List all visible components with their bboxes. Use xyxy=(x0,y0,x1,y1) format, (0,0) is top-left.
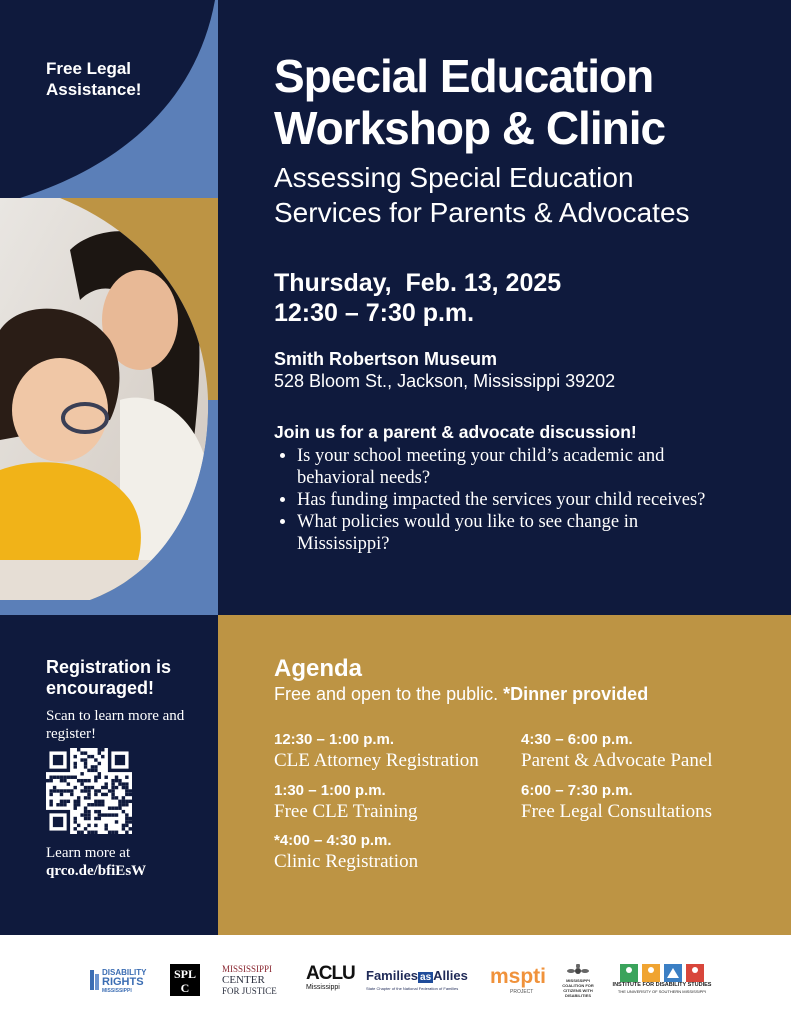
agenda-time: 1:30 – 1:00 p.m. xyxy=(274,782,386,799)
mccd-line-1: MISSISSIPPI xyxy=(566,978,590,983)
subtitle-line-2: Services for Parents & Advocates xyxy=(274,197,690,228)
drm-mark-icon xyxy=(90,970,100,990)
subtitle-line-1: Assessing Special Education xyxy=(274,162,634,193)
title-line-2: Workshop & Clinic xyxy=(274,102,666,154)
drm-line-3: MISSISSIPPI xyxy=(102,988,132,994)
agenda-item xyxy=(521,730,713,772)
discussion-section xyxy=(274,422,714,555)
mcj-line-3: FOR JUSTICE xyxy=(222,986,277,996)
scan-instructions: Scan to learn more and register! xyxy=(46,708,185,742)
discussion-question: • Has funding impacted the services your child receives? xyxy=(297,489,714,511)
ids-line-2: THE UNIVERSITY OF SOUTHERN MISSISSIPPI xyxy=(617,989,707,994)
agenda-desc: Free Legal Consultations xyxy=(521,801,713,822)
faa-sub: State Chapter of the National Federation of Families xyxy=(366,986,459,991)
agenda-item xyxy=(274,781,418,823)
discussion-question: • What policies would you like to see change in Mississippi? xyxy=(297,511,714,555)
agenda-desc: Parent & Advocate Panel xyxy=(521,750,713,771)
faa-word-as: as xyxy=(420,972,432,983)
aclu-text: ACLU xyxy=(306,963,355,984)
ids-icons xyxy=(620,964,704,982)
agenda-desc: CLE Attorney Registration xyxy=(274,750,479,771)
discussion-questions xyxy=(274,445,714,555)
agenda-dinner: *Dinner provided xyxy=(503,684,649,704)
registration-heading: Registration is encouraged! xyxy=(46,657,172,698)
mccd-line-4: DISABILITIES xyxy=(564,993,591,998)
qr-code[interactable] xyxy=(46,748,132,834)
logo-mspti xyxy=(490,964,548,998)
agenda-public: Free and open to the public. xyxy=(274,684,499,704)
drm-line-1: DISABILITY xyxy=(102,968,147,977)
ids-line-1: INSTITUTE FOR DISABILITY STUDIES xyxy=(612,982,712,988)
agenda-subtitle xyxy=(274,684,648,705)
logo-institute-disability-studies xyxy=(606,964,718,998)
agenda-desc: Clinic Registration xyxy=(274,851,419,872)
agenda-time: 4:30 – 6:00 p.m. xyxy=(521,731,633,748)
page-title xyxy=(274,50,665,154)
mccd-line-3: CITIZENS WITH xyxy=(563,988,593,993)
agenda-item xyxy=(274,730,479,772)
title-line-1: Special Education xyxy=(274,50,654,102)
learn-more-label: Learn more at xyxy=(46,845,131,861)
event-time: 12:30 – 7:30 p.m. xyxy=(274,299,475,327)
mspti-sub: PROJECT xyxy=(510,989,534,995)
faa-word-b: Allies xyxy=(433,968,468,983)
logo-aclu xyxy=(306,964,356,998)
event-venue xyxy=(274,348,615,392)
logo-ms-coalition xyxy=(558,964,598,998)
free-legal-badge: Free Legal Assistance! xyxy=(46,59,142,99)
flower-icon xyxy=(567,964,589,978)
agenda-item xyxy=(274,831,418,873)
discussion-heading: Join us for a parent & advocate discussion! xyxy=(274,422,637,442)
drm-line-2: RIGHTS xyxy=(102,976,144,988)
logo-splc xyxy=(170,964,200,996)
logo-disability-rights-ms xyxy=(90,964,152,998)
event-datetime xyxy=(274,268,561,328)
agenda-time: 12:30 – 1:00 p.m. xyxy=(274,731,395,748)
logo-families-as-allies xyxy=(366,964,482,998)
learn-more xyxy=(46,844,146,880)
agenda-time: 6:00 – 7:30 p.m. xyxy=(521,782,633,799)
discussion-question: • Is your school meeting your child’s academic and behavioral needs? xyxy=(297,445,714,489)
aclu-sub: Mississippi xyxy=(306,984,340,991)
mccd-line-2: COALITION FOR xyxy=(562,983,594,988)
mcj-line-1: MISSISSIPPI xyxy=(222,964,273,974)
mcj-line-2: CENTER xyxy=(222,974,265,986)
page-subtitle xyxy=(274,160,690,230)
registration-link[interactable]: qrco.de/bfiEsW xyxy=(46,863,147,879)
event-date: Thursday, Feb. 13, 2025 xyxy=(274,269,562,297)
agenda-item xyxy=(521,781,712,823)
splc-text: SPLC xyxy=(174,967,197,995)
faa-word-a: Families xyxy=(366,968,419,983)
agenda-time: *4:00 – 4:30 p.m. xyxy=(274,832,392,849)
agenda-desc: Free CLE Training xyxy=(274,801,418,822)
logo-ms-center-for-justice xyxy=(222,964,290,998)
venue-name: Smith Robertson Museum xyxy=(274,349,498,369)
mspti-text: mspti xyxy=(490,965,547,988)
venue-address: 528 Bloom St., Jackson, Mississippi 39202 xyxy=(274,371,616,391)
agenda-title: Agenda xyxy=(274,655,363,682)
